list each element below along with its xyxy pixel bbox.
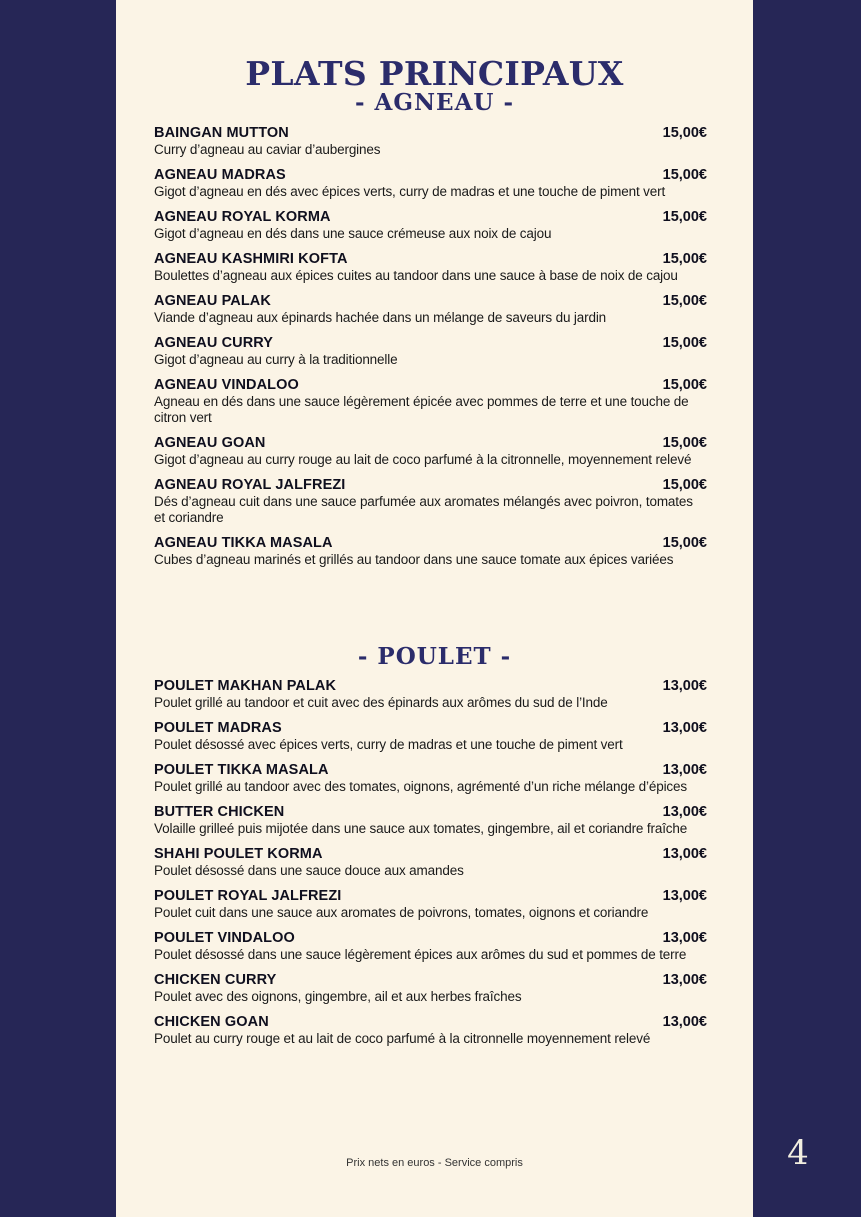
menu-item-header: [154, 720, 707, 737]
menu-item-header: [154, 293, 707, 310]
dish-name: AGNEAU MADRAS: [154, 167, 286, 183]
page-title: PLATS PRINCIPAUX: [245, 54, 624, 93]
menu-item: [154, 720, 707, 753]
dish-name: POULET MADRAS: [154, 720, 282, 736]
dish-description: Poulet désossé avec épices verts, curry de madras et une touche de piment vert: [154, 737, 623, 752]
menu-item-header: [154, 125, 707, 142]
dish-name: AGNEAU ROYAL JALFREZI: [154, 477, 346, 493]
dish-description: Boulettes d’agneau aux épices cuites au tandoor dans une sauce à base de noix de cajou: [154, 268, 678, 283]
menu-item-header: [154, 209, 707, 226]
menu-item-header: [154, 251, 707, 268]
dish-price: 15,00€: [662, 535, 707, 551]
menu-item: [154, 435, 707, 468]
dish-name: AGNEAU PALAK: [154, 293, 271, 309]
dish-name: AGNEAU CURRY: [154, 335, 274, 351]
dish-name: AGNEAU VINDALOO: [154, 377, 299, 393]
section-heading-poulet: - POULET -: [357, 643, 512, 670]
section-heading-agneau: - AGNEAU -: [354, 89, 515, 116]
dish-price: 13,00€: [662, 930, 707, 946]
dish-name: CHICKEN GOAN: [154, 1014, 269, 1030]
menu-item: [154, 335, 707, 368]
dish-price: 13,00€: [662, 762, 707, 778]
dish-name: AGNEAU KASHMIRI KOFTA: [154, 251, 348, 267]
dish-description: Curry d’agneau au caviar d’aubergines: [154, 142, 381, 157]
dish-description: Gigot d’agneau au curry rouge au lait de coco parfumé à la citronnelle, moyennement relevé: [154, 452, 692, 467]
dish-price: 15,00€: [662, 377, 707, 393]
dish-description: Cubes d’agneau marinés et grillés au tandoor dans une sauce tomate aux épices variées: [154, 552, 674, 567]
dish-description: Gigot d’agneau en dés avec épices verts, curry de madras et une touche de piment vert: [154, 184, 666, 199]
dish-name: POULET TIKKA MASALA: [154, 762, 329, 778]
dish-price: 13,00€: [662, 972, 707, 988]
menu-item-header: [154, 930, 707, 947]
dish-description: Poulet avec des oignons, gingembre, ail et aux herbes fraîches: [154, 989, 522, 1004]
page-number: 4: [787, 1133, 809, 1173]
menu-item: [154, 846, 707, 879]
menu-item-header: [154, 804, 707, 821]
dish-price: 15,00€: [662, 335, 707, 351]
dish-name: BAINGAN MUTTON: [154, 125, 289, 141]
menu-item-header: [154, 167, 707, 184]
right-border: [753, 0, 861, 1217]
menu-item-header: [154, 535, 707, 552]
dish-description: Poulet grillé au tandoor avec des tomates, oignons, agrémenté d’un riche mélange d’épices: [154, 779, 687, 794]
dish-price: 15,00€: [662, 477, 707, 493]
menu-item: [154, 477, 707, 526]
dish-name: AGNEAU ROYAL KORMA: [154, 209, 331, 225]
dish-name: POULET ROYAL JALFREZI: [154, 888, 342, 904]
dish-name: SHAHI POULET KORMA: [154, 846, 323, 862]
dish-name: CHICKEN CURRY: [154, 972, 277, 988]
menu-item: [154, 167, 707, 200]
menu-item: [154, 888, 707, 921]
dish-name: POULET MAKHAN PALAK: [154, 678, 337, 694]
menu-item-header: [154, 762, 707, 779]
menu-item-header: [154, 678, 707, 695]
dish-price: 15,00€: [662, 209, 707, 225]
price-note: Prix nets en euros - Service compris: [346, 1157, 523, 1169]
menu-item: [154, 293, 707, 326]
poulet-list: [154, 678, 707, 1056]
menu-page: [116, 0, 753, 1217]
dish-name: BUTTER CHICKEN: [154, 804, 285, 820]
menu-item: [154, 930, 707, 963]
dish-price: 13,00€: [662, 1014, 707, 1030]
menu-item: [154, 972, 707, 1005]
menu-item: [154, 535, 707, 568]
dish-description: Poulet désossé dans une sauce légèrement épices aux arômes du sud et pommes de terre: [154, 947, 687, 962]
menu-item-header: [154, 972, 707, 989]
dish-description: Poulet au curry rouge et au lait de coco parfumé à la citronnelle moyennement relevé: [154, 1031, 651, 1046]
dish-description: Volaille grilleé puis mijotée dans une sauce aux tomates, gingembre, ail et coriandre fraîche: [154, 821, 688, 836]
dish-price: 13,00€: [662, 888, 707, 904]
dish-name: AGNEAU GOAN: [154, 435, 266, 451]
menu-item: [154, 804, 707, 837]
dish-description: Poulet cuit dans une sauce aux aromates de poivrons, tomates, oignons et coriandre: [154, 905, 649, 920]
dish-price: 15,00€: [662, 251, 707, 267]
dish-price: 13,00€: [662, 804, 707, 820]
dish-description: Gigot d’agneau au curry à la traditionnelle: [154, 352, 398, 367]
dish-price: 15,00€: [662, 435, 707, 451]
menu-item-header: [154, 435, 707, 452]
menu-item: [154, 125, 707, 158]
menu-item: [154, 209, 707, 242]
menu-item: [154, 1014, 707, 1047]
dish-description: Agneau en dés dans une sauce légèrement épicée avec pommes de terre et une touche de citron vert: [154, 394, 689, 425]
dish-description: Dés d’agneau cuit dans une sauce parfumée aux aromates mélangés avec poivron, tomates et coriandre: [154, 494, 693, 525]
menu-item-header: [154, 377, 707, 394]
dish-description: Viande d’agneau aux épinards hachée dans un mélange de saveurs du jardin: [154, 310, 607, 325]
menu-item-header: [154, 888, 707, 905]
dish-description: Poulet grillé au tandoor et cuit avec des épinards aux arômes du sud de l’Inde: [154, 695, 608, 710]
dish-description: Poulet désossé dans une sauce douce aux amandes: [154, 863, 464, 878]
dish-price: 13,00€: [662, 846, 707, 862]
menu-item-header: [154, 335, 707, 352]
menu-item-header: [154, 846, 707, 863]
menu-item-header: [154, 1014, 707, 1031]
menu-item-header: [154, 477, 707, 494]
dish-description: Gigot d’agneau en dés dans une sauce crémeuse aux noix de cajou: [154, 226, 552, 241]
dish-price: 13,00€: [662, 678, 707, 694]
menu-item: [154, 377, 707, 426]
left-border: [0, 0, 116, 1217]
menu-item: [154, 762, 707, 795]
dish-price: 15,00€: [662, 293, 707, 309]
dish-name: POULET VINDALOO: [154, 930, 295, 946]
dish-name: AGNEAU TIKKA MASALA: [154, 535, 333, 551]
menu-item: [154, 678, 707, 711]
menu-item: [154, 251, 707, 284]
dish-price: 15,00€: [662, 125, 707, 141]
dish-price: 13,00€: [662, 720, 707, 736]
agneau-list: [154, 125, 707, 577]
dish-price: 15,00€: [662, 167, 707, 183]
